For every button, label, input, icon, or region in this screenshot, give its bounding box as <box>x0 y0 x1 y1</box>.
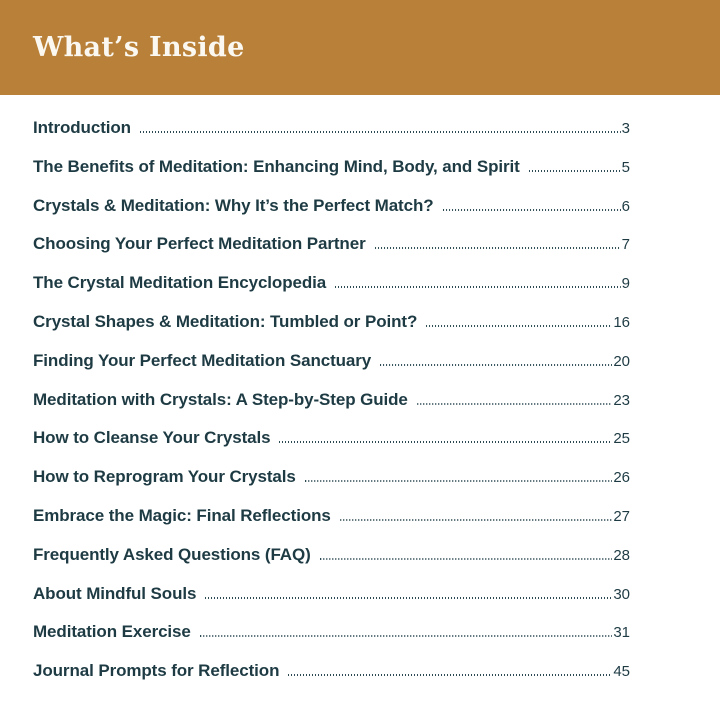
toc-entry[interactable] <box>33 109 630 148</box>
toc-entry-page: 6 <box>621 197 630 215</box>
dot-leader <box>205 597 612 599</box>
toc-entry-page: 30 <box>613 585 630 603</box>
toc-entry-page: 23 <box>613 391 630 409</box>
toc-entry-page: 31 <box>613 624 630 642</box>
dot-leader <box>417 403 613 405</box>
dot-leader <box>140 131 621 133</box>
toc-entry-page: 5 <box>621 158 630 176</box>
dot-leader <box>279 441 612 443</box>
dot-leader <box>335 286 621 288</box>
toc-entry[interactable] <box>33 342 630 381</box>
toc-entry-page: 3 <box>621 120 630 137</box>
toc-entry-page: 45 <box>613 663 630 681</box>
dot-leader <box>200 635 613 637</box>
toc-entry-title: Frequently Asked Questions (FAQ) <box>33 544 311 564</box>
toc-entry[interactable] <box>33 303 630 342</box>
toc-entry[interactable] <box>33 575 630 614</box>
toc-entry-title: About Mindful Souls <box>33 583 197 603</box>
toc-entry-page: 25 <box>613 430 630 448</box>
toc-entry-title: How to Reprogram Your Crystals <box>33 467 296 487</box>
toc-list <box>0 95 720 691</box>
toc-entry[interactable] <box>33 497 630 536</box>
dot-leader <box>380 364 612 366</box>
toc-entry-title: Introduction <box>33 118 131 137</box>
toc-entry[interactable] <box>33 225 630 264</box>
toc-entry-title: Choosing Your Perfect Meditation Partner <box>33 234 366 254</box>
toc-entry-title: Meditation with Crystals: A Step-by-Step Guide <box>33 389 408 409</box>
toc-entry[interactable] <box>33 652 630 691</box>
toc-entry-title: Finding Your Perfect Meditation Sanctuary <box>33 350 372 370</box>
toc-entry-title: Journal Prompts for Reflection <box>33 661 280 681</box>
toc-entry-title: Meditation Exercise <box>33 622 191 642</box>
toc-entry-page: 28 <box>613 546 630 564</box>
toc-entry-title: How to Cleanse Your Crystals <box>33 428 271 448</box>
toc-entry[interactable] <box>33 536 630 575</box>
toc-entry[interactable] <box>33 148 630 187</box>
dot-leader <box>288 674 612 676</box>
dot-leader <box>320 558 613 560</box>
dot-leader <box>340 519 613 521</box>
dot-leader <box>443 209 621 211</box>
dot-leader <box>426 325 612 327</box>
toc-entry-page: 27 <box>613 507 630 525</box>
toc-entry[interactable] <box>33 187 630 226</box>
toc-entry-page: 26 <box>613 469 630 487</box>
toc-entry-title: Crystals & Meditation: Why It’s the Perfect Match? <box>33 195 434 215</box>
toc-entry-title: The Benefits of Meditation: Enhancing Mind, Body, and Spirit <box>33 156 520 176</box>
dot-leader <box>305 480 613 482</box>
page-title: What’s Inside <box>33 32 245 63</box>
dot-leader <box>529 170 621 172</box>
toc-entry-title: Embrace the Magic: Final Reflections <box>33 505 331 525</box>
toc-entry-page: 9 <box>621 275 630 293</box>
toc-entry-page: 16 <box>613 313 630 331</box>
toc-entry-page: 20 <box>613 352 630 370</box>
toc-entry-page: 7 <box>621 236 630 254</box>
toc-entry[interactable] <box>33 419 630 458</box>
toc-entry[interactable] <box>33 613 630 652</box>
toc-entry[interactable] <box>33 458 630 497</box>
toc-entry[interactable] <box>33 264 630 303</box>
toc-entry-title: Crystal Shapes & Meditation: Tumbled or Point? <box>33 311 418 331</box>
toc-entry-title: The Crystal Meditation Encyclopedia <box>33 273 327 293</box>
header-banner <box>0 0 720 95</box>
dot-leader <box>375 247 621 249</box>
toc-entry[interactable] <box>33 381 630 420</box>
